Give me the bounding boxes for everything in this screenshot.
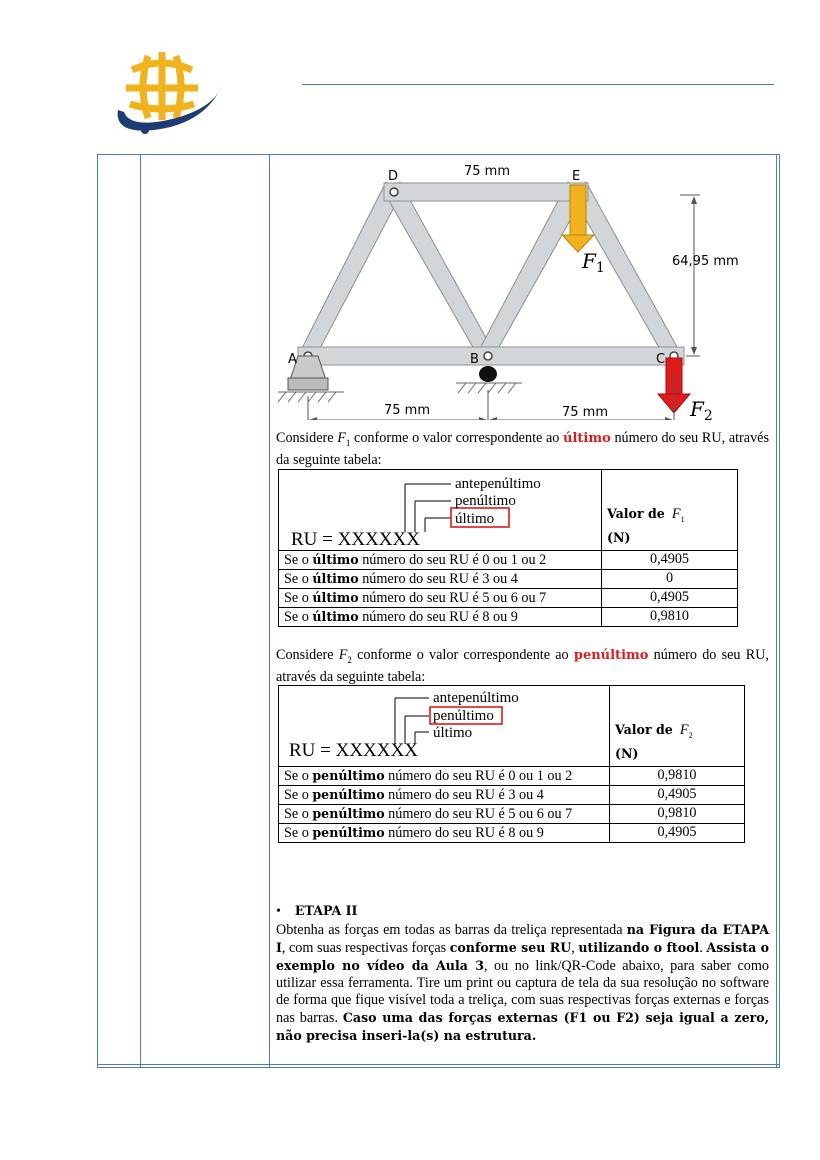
svg-text:último: último [455, 511, 495, 527]
column-divider-2 [269, 154, 270, 1068]
table2-header-value: Valor de $F_2$ (N) [610, 686, 745, 767]
table-row: Se o último número do seu RU é 5 ou 6 ou 7 0,4905 [279, 589, 738, 608]
intro-paragraph-1: Considere $F_1$ conforme o valor correspondente ao último número do seu RU, através da seguinte tabela: [276, 430, 769, 468]
intro-paragraph-2: Considere $F_2$ conforme o valor correspondente ao penúltimo número do seu RU, através da seguinte tabela: [276, 647, 769, 685]
node-e-label: E [572, 169, 581, 184]
ru-legend-cell-2 [279, 686, 610, 767]
table-row: Se o penúltimo número do seu RU é 8 ou 9 0,4905 [279, 824, 745, 843]
ru-table-2 [278, 685, 745, 843]
header-rule [302, 84, 774, 85]
dim-top-label: 75 mm [464, 164, 511, 179]
svg-text:RU = XXXXXX: RU = XXXXXX [291, 529, 420, 550]
highlight-ultimo: último [563, 431, 611, 446]
dim-bottom-left-label: 75 mm [384, 403, 431, 418]
logo [108, 48, 226, 138]
node-b-label: B [470, 352, 479, 367]
etapa2-heading: • ETAPA II [276, 903, 358, 919]
highlight-penultimo: penúltimo [573, 648, 649, 663]
f1-label: $F_1$ [582, 249, 605, 276]
svg-text:último: último [433, 725, 473, 741]
table1-header-value: Valor de $F_1$ (N) [602, 470, 738, 551]
frame-bottom-rule [97, 1064, 780, 1065]
table-row: Se o penúltimo número do seu RU é 5 ou 6 ou 7 0,9810 [279, 805, 745, 824]
node-a-label: A [288, 352, 297, 367]
table-row: Se o último número do seu RU é 0 ou 1 ou 2 0,4905 [279, 551, 738, 570]
etapa2-paragraph: Obtenha as forças em todas as barras da treliça representada na Figura da ETAPA I, com suas respectivas forças conforme seu RU, utilizando o ftool. Assista o exemplo no vídeo da Aula 3, ou no link/QR-Code abaixo, para saber como utilizar essa ferramenta. Tire um print ou captura de tela da sua resolução no software de forma que fique visível toda a treliça, com suas respectivas forças externas e forças nas barras. Caso uma das forças externas (F1 ou F2) seja igual a zero, não precisa inseri-la(s) na estrutura. [276, 922, 770, 1043]
table-row: Se o último número do seu RU é 8 ou 9 0,9810 [279, 608, 738, 627]
dim-bottom-right-label: 75 mm [562, 405, 609, 420]
svg-text:penúltimo: penúltimo [433, 708, 494, 724]
bullet-icon: • [276, 904, 281, 919]
svg-text:antepenúltimo: antepenúltimo [433, 690, 519, 706]
dim-height-label: 64,95 mm [672, 254, 739, 269]
ru-table-1 [278, 469, 738, 627]
table-row: Se o penúltimo número do seu RU é 0 ou 1 ou 2 0,9810 [279, 767, 745, 786]
truss-figure [276, 158, 746, 420]
svg-text:penúltimo: penúltimo [455, 493, 516, 509]
f2-label: $F_2$ [690, 397, 713, 420]
column-divider-1 [140, 154, 141, 1068]
globe-icon [126, 52, 198, 120]
frame-double-line [776, 154, 777, 1068]
svg-text:RU = XXXXXX: RU = XXXXXX [289, 740, 418, 761]
svg-text:antepenúltimo: antepenúltimo [455, 476, 541, 492]
table-row: Se o último número do seu RU é 3 ou 4 0 [279, 570, 738, 589]
ru-legend-cell [279, 470, 602, 551]
table-row: Se o penúltimo número do seu RU é 3 ou 4 0,4905 [279, 786, 745, 805]
node-c-label: C [656, 352, 666, 367]
node-d-label: D [388, 169, 399, 184]
